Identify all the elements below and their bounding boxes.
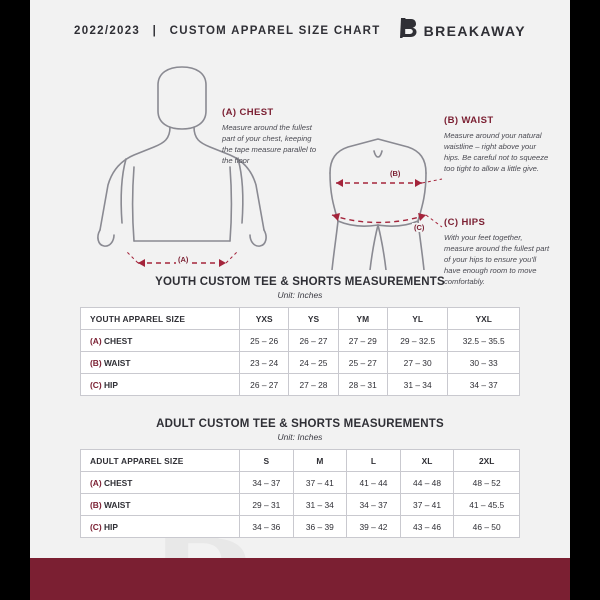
table-row <box>81 472 520 494</box>
adult-header-5: 2XL <box>454 450 520 472</box>
youth-header-3: YM <box>338 308 387 330</box>
table-row <box>81 374 520 396</box>
marker-b-label: (B) <box>390 169 401 178</box>
adult-header-2: M <box>293 450 347 472</box>
youth-row-2-name: HIP <box>103 379 118 390</box>
adult-row-0-col-3: 41 – 44 <box>347 472 401 494</box>
youth-row-2-col-2: 27 – 28 <box>289 374 338 396</box>
adult-row-1-letter: (B) <box>90 499 102 510</box>
adult-row-2-col-2: 36 – 39 <box>293 516 347 538</box>
youth-row-1-col-2: 24 – 25 <box>289 352 338 374</box>
youth-row-1-col-1: 23 – 24 <box>240 352 289 374</box>
youth-row-0-col-2: 26 – 27 <box>289 330 338 352</box>
adult-row-0-name: CHEST <box>103 477 133 488</box>
adult-table-header-row <box>81 450 520 472</box>
adult-header-1: S <box>240 450 294 472</box>
youth-row-2-col-5: 34 – 37 <box>448 374 520 396</box>
adult-row-1-name: WAIST <box>103 499 131 510</box>
adult-row-2-name: HIP <box>103 521 118 532</box>
callout-chest-letter: (A) <box>222 107 237 118</box>
youth-row-0-col-3: 27 – 29 <box>338 330 387 352</box>
youth-row-0-label <box>81 330 240 352</box>
footer-bar <box>30 558 570 600</box>
adult-row-0-col-4: 44 – 48 <box>400 472 454 494</box>
adult-row-2-col-5: 46 – 50 <box>454 516 520 538</box>
youth-header-1: YXS <box>240 308 289 330</box>
adult-row-0-letter: (A) <box>90 477 102 488</box>
youth-row-1-col-3: 25 – 27 <box>338 352 387 374</box>
youth-section-title: YOUTH CUSTOM TEE & SHORTS MEASUREMENTS <box>155 276 445 288</box>
adult-row-2-col-1: 34 – 36 <box>240 516 294 538</box>
youth-row-2-col-4: 31 – 34 <box>387 374 447 396</box>
brand-lockup <box>399 18 526 43</box>
header-separator: | <box>152 24 158 37</box>
adult-row-0-label <box>81 472 240 494</box>
callout-hips-letter: (C) <box>444 217 459 228</box>
callout-chest-name: CHEST <box>239 107 274 118</box>
youth-header-0: YOUTH APPAREL SIZE <box>81 308 240 330</box>
marker-a-label: (A) <box>178 255 189 264</box>
table-row <box>81 352 520 374</box>
header-title-group <box>74 25 381 37</box>
adult-row-0-col-2: 37 – 41 <box>293 472 347 494</box>
youth-row-1-label <box>81 352 240 374</box>
youth-row-2-label <box>81 374 240 396</box>
adult-size-table <box>80 449 520 538</box>
youth-row-2-col-1: 26 – 27 <box>240 374 289 396</box>
youth-row-0-col-5: 32.5 – 35.5 <box>448 330 520 352</box>
youth-row-0-name: CHEST <box>103 335 133 346</box>
adult-row-1-col-4: 37 – 41 <box>400 494 454 516</box>
youth-row-1-col-5: 30 – 33 <box>448 352 520 374</box>
adult-row-1-label <box>81 494 240 516</box>
callout-hips-title <box>444 217 552 228</box>
table-row <box>81 494 520 516</box>
adult-row-0-col-5: 48 – 52 <box>454 472 520 494</box>
youth-table-header-row <box>81 308 520 330</box>
youth-header-4: YL <box>387 308 447 330</box>
header-year: 2022/2023 <box>74 24 141 37</box>
callout-waist-name: WAIST <box>461 115 494 126</box>
adult-header-4: XL <box>400 450 454 472</box>
adult-row-2-col-3: 39 – 42 <box>347 516 401 538</box>
callout-hips <box>444 217 552 287</box>
header-title: CUSTOM APPAREL SIZE CHART <box>169 24 381 37</box>
adult-row-2-label <box>81 516 240 538</box>
page-header <box>30 0 570 53</box>
callout-hips-body: With your feet together, measure around the fullest part of your hips to ensure you'll have enough room to move comfortably. <box>444 233 550 286</box>
youth-row-0-letter: (A) <box>90 335 102 346</box>
size-chart-page <box>30 0 570 600</box>
youth-row-1-name: WAIST <box>103 357 131 368</box>
adult-row-1-col-2: 31 – 34 <box>293 494 347 516</box>
table-row <box>81 330 520 352</box>
callout-waist-letter: (B) <box>444 115 459 126</box>
adult-row-2-col-4: 43 – 46 <box>400 516 454 538</box>
callout-waist-title <box>444 115 552 126</box>
youth-row-0-col-1: 25 – 26 <box>240 330 289 352</box>
page-content <box>30 0 570 538</box>
adult-row-1-col-5: 41 – 45.5 <box>454 494 520 516</box>
brand-name: BREAKAWAY <box>423 22 526 39</box>
adult-section-subtitle: Unit: Inches <box>277 432 323 442</box>
adult-row-0-col-1: 34 – 37 <box>240 472 294 494</box>
youth-header-5: YXL <box>448 308 520 330</box>
youth-row-2-col-3: 28 – 31 <box>338 374 387 396</box>
youth-header-2: YS <box>289 308 338 330</box>
youth-section-subtitle: Unit: Inches <box>277 290 323 300</box>
table-row <box>81 516 520 538</box>
adult-header-3: L <box>347 450 401 472</box>
callout-chest <box>222 107 322 166</box>
youth-row-2-letter: (C) <box>90 379 102 390</box>
youth-row-0-col-4: 29 – 32.5 <box>387 330 447 352</box>
breakaway-b-logo-icon <box>399 18 417 43</box>
marker-c-label: (C) <box>414 223 425 232</box>
callout-chest-title <box>222 107 322 118</box>
adult-header-0: ADULT APPAREL SIZE <box>81 450 240 472</box>
callout-waist-body: Measure around your natural waistline – right above your hips. Be careful not to squeeze too tight to allow a little give. <box>444 131 549 173</box>
adult-row-1-col-1: 29 – 31 <box>240 494 294 516</box>
adult-section-title: ADULT CUSTOM TEE & SHORTS MEASUREMENTS <box>156 418 444 430</box>
adult-row-1-col-3: 34 – 37 <box>347 494 401 516</box>
adult-row-2-letter: (C) <box>90 521 102 532</box>
callout-hips-name: HIPS <box>461 217 486 228</box>
youth-size-table <box>80 307 520 396</box>
youth-row-1-letter: (B) <box>90 357 102 368</box>
callout-waist <box>444 115 552 174</box>
callout-chest-body: Measure around the fullest part of your chest, keeping the tape measure parallel to the floor <box>222 123 317 165</box>
youth-row-1-col-4: 27 – 30 <box>387 352 447 374</box>
